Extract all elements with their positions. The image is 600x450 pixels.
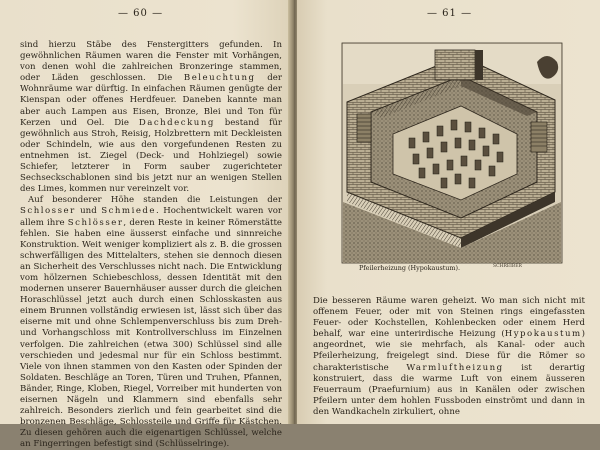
text-run: sind hierzu Stäbe des Fenstergitters gefunden. In gewöhnlichen Räumen waren die Fenster mit Vorhängen, von denen wohl die zahlreichen Bronzeringe stammen, oder Läden geschlossen. Die (20, 40, 282, 84)
text-run: Auf besonderer Höhe standen die Leistungen der (28, 195, 282, 206)
page-number: — 61 — (427, 8, 473, 19)
hypocaust-drawing (341, 42, 563, 268)
text-run: der Wohnräume war dürftig. In einfachen Räumen genügte der Kienspan oder offenes Herdfeuer. Daneben kannte man aber auch Lampen aus Eisen, Bronze, Blei und Ton für Kerzen und Oel. Die (20, 73, 282, 128)
hypocaust-illustration (341, 42, 563, 268)
text-run: bestand für gewöhnlich aus Stroh, Reisig, Holzbrettern mit Deckleisten oder Schindeln, wie aus den vorgefundenen Resten zu entnehmen ist. Ziegel (Deck- und Hohlziegel) sowie Schiefer, letzterer in Form sauber zugerichteter Sechseckschablonen sind bis jetzt nur an wenigen Stellen des Limes, kommen nur vereinzelt vor. (20, 117, 282, 195)
text-run: . Hochentwickelt waren vor allem ihre (20, 206, 282, 228)
emphasized-term: Schlösser (67, 217, 124, 228)
paragraph (20, 40, 282, 195)
emphasized-term: Schlosser (20, 206, 76, 217)
text-run: ) angeordnet, wie sie mehrfach, als Kanal- oder auch Pfeilerheizung, freigelegt sind. Diese für die Römer so charakteristische (313, 329, 585, 373)
text-run: , deren Reste in keiner Römerstätte fehlen. Sie haben eine äusserst einfache und sinnreiche Konstruktion. Weit weniger kompliziert als z. B. die grossen schwerfälligen des Mittelalters, stehen sie dennoch diesen an Sicherheit des Verschlusses nicht nach. Die Entwicklung vom hölzernen Schiebeschloss, dessen Identität mit den modernen unserer Bauernhäuser ausser durch die gleichen Horaschlüssel jetzt auch durch einen Schlosskasten aus einem Brunnen vollständig erwiesen ist, lässt sich über das eiserne mit und ohne Schlempenverschluss bis zum Dreh- und Vorhangschloss mit Kontrollverschluss im Einzelnen verfolgen. Die zahlreichen (etwa 300) Schlüssel sind alle verschieden und jedesmal nur für ein Schloss bestimmt. Viele von ihnen stammen von den Kasten oder Spinden der Soldaten. Beschläge an Toren, Türen und Truhen, Pfannen, Bänder, Ringe, Kloben, Riegel, Vorreiber mit hunderten von eisernen Nägeln und Klammern sind ebenfalls sehr zahlreich. Besonders zierlich und fein gearbeitet sind die bronzenen Beschläge, Schlossteile und Griffe für Kästchen. Zu diesen gehören auch die eigenartigen Schlüssel, welche an Fingerringen befestigt sind (Schlüsselringe). (20, 217, 283, 450)
emphasized-term: Schmiede (101, 206, 156, 217)
text-run: ist derartig konstruiert, dass die warme Luft von einem äusseren Feuerraum (Praefurnium) aus in Kanälen oder zwischen Pfeilern unter dem hohlen Fussboden einströmt und dann in den Wandkacheln zirkuliert, ohne (313, 362, 585, 417)
text-run: Die besseren Räume waren geheizt. Wo man sich nicht mit offenem Feuer, oder mit von Steinen rings eingefassten Feuer- oder Kochstellen, Kohlenbecken oder einem Herd behalf, war eine unterirdische Heizung ( (313, 296, 585, 340)
body-text (20, 40, 282, 450)
artist-signature: SCHREIBER (493, 264, 522, 269)
paragraph (313, 296, 585, 418)
left-page (0, 0, 291, 450)
body-text (313, 296, 585, 418)
emphasized-term: Hypokaustum (504, 329, 582, 340)
emphasized-term: Dachdeckung (138, 117, 215, 128)
text-run: und (75, 206, 102, 217)
figure-caption: Pfeilerheizung (Hypokaustum). (359, 264, 460, 272)
emphasized-term: Warmluftheizung (406, 362, 504, 373)
paragraph (20, 195, 282, 450)
page-number: — 60 — (118, 8, 164, 19)
right-page (297, 0, 600, 424)
emphasized-term: Beleuchtung (183, 73, 256, 84)
